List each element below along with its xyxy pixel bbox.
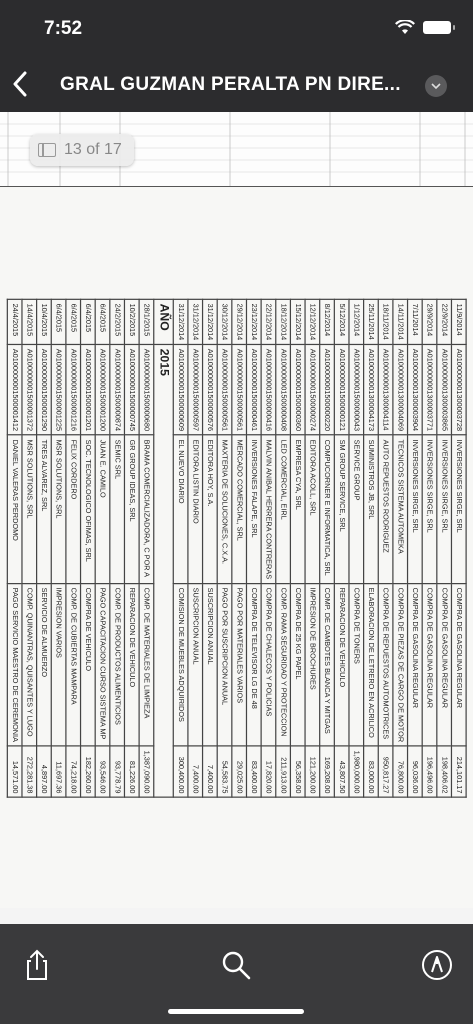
markup-pen-icon	[420, 948, 454, 982]
table-cell: 31/12/2014	[173, 299, 188, 344]
table-cell: 25/11/2014	[364, 299, 379, 344]
table-cell: 29/12/2014	[232, 299, 247, 344]
table-cell: 121,200.00	[305, 746, 320, 797]
table-cell: COMPRA DE GASOLINA REGULAR	[408, 583, 423, 746]
table-row	[139, 299, 154, 797]
table-cell: A0100000001500001412	[7, 344, 22, 435]
year-label: 2015	[154, 344, 174, 797]
battery-icon	[423, 21, 451, 34]
table-row	[51, 299, 66, 797]
table-cell: 10/4/2015	[37, 299, 52, 344]
table-cell: COMPRA DE TELEVISOR LG DE 48	[246, 583, 261, 746]
table-cell: 1,980,000.00	[349, 746, 364, 797]
table-cell: 6/4/2015	[51, 299, 66, 344]
table-row	[364, 299, 379, 797]
thumbnails-icon	[38, 143, 56, 157]
table-row	[334, 299, 349, 797]
table-cell: 43,807.50	[334, 746, 349, 797]
table-cell: 93,546.00	[95, 746, 110, 797]
table-row	[232, 299, 247, 797]
table-cell: SUSCRIPCION ANUAL	[188, 583, 203, 746]
table-cell: TECNICOS SISTEMA AUTOMEKA	[393, 435, 408, 583]
table-cell: A0100000001500001200	[95, 344, 110, 435]
table-cell: 11/9/2014	[451, 299, 466, 344]
table-cell: A0100000001500000408	[276, 344, 291, 435]
table-cell: INVERSIONES FALAPE, SRL	[246, 435, 261, 583]
status-time: 7:52	[44, 18, 83, 39]
table-cell: 28/1/2015	[139, 299, 154, 344]
table-cell: 198,406.02	[437, 746, 452, 797]
table-cell: COMPUCORNER E INFORMATICA, SRL	[320, 435, 335, 583]
table-cell: 7/11/2014	[408, 299, 423, 344]
table-row	[305, 299, 320, 797]
table-row	[349, 299, 364, 797]
title-menu-button[interactable]	[425, 75, 447, 97]
table-cell: REPARACION DE VEHICULO	[334, 583, 349, 746]
table-cell: EMPRESA CYA, SRL	[290, 435, 305, 583]
table-cell: 12/12/2014	[305, 299, 320, 344]
table-row	[320, 299, 335, 797]
table-cell: 15/12/2014	[290, 299, 305, 344]
table-cell: COMISION DE MUEBLES ADQUIRIDOS	[173, 583, 188, 746]
table-cell: COMP. QUINANTRAS, QUISANTES Y LUGO	[22, 583, 37, 746]
page-indicator[interactable]	[30, 134, 134, 166]
table-cell: A0100000001500000043	[349, 344, 364, 435]
table-cell: A0100000001500000745	[124, 344, 139, 435]
table-cell: 17,820.00	[261, 746, 276, 797]
table-row	[451, 299, 466, 797]
table-row	[22, 299, 37, 797]
table-cell: A0100000001300004114	[378, 344, 393, 435]
table-cell: 54,583.75	[217, 746, 232, 797]
table-cell: 1/12/2014	[349, 299, 364, 344]
table-row	[393, 299, 408, 797]
table-cell: PAGO POR MATERIALES VARIOS	[232, 583, 247, 746]
nav-bar	[0, 58, 473, 112]
table-cell: AUTO REPUESTOS RODRIGUEZ	[378, 435, 393, 583]
table-cell: 1,387,090.00	[139, 746, 154, 797]
table-cell: 4,897.00	[37, 746, 52, 797]
markup-button[interactable]	[420, 948, 454, 982]
table-cell: 10/2/2015	[124, 299, 139, 344]
table-cell: A0100000001500000220	[320, 344, 335, 435]
table-cell: 18/11/2014	[378, 299, 393, 344]
table-cell: A0100000001300004173	[364, 344, 379, 435]
table-cell: 29/9/2014	[422, 299, 437, 344]
table-cell: COMPRA DE REPUESTOS AUTOMOTRICES	[378, 583, 393, 746]
bottom-toolbar	[0, 924, 473, 1024]
home-indicator	[168, 1009, 304, 1014]
year-row	[154, 299, 174, 797]
table-cell: MSR SOLUTIONS, SRL	[51, 435, 66, 583]
table-cell: 30/12/2014	[217, 299, 232, 344]
table-cell: SM GROUP SERVICE, SRL	[334, 435, 349, 583]
table-cell: A0100000001500000274	[305, 344, 320, 435]
table-row	[110, 299, 125, 797]
table-cell: COMPRA DE GASOLINA REGULAR	[451, 583, 466, 746]
table-cell: 169,208.00	[320, 746, 335, 797]
table-cell: EDITORA LISTIN DIARIO	[188, 435, 203, 583]
table-cell: A0100000001500001216	[66, 344, 81, 435]
table-cell: COMPRA DE PIEZAS DE CARGO DE MOTOR	[393, 583, 408, 746]
chevron-left-icon	[12, 71, 28, 97]
table-cell: 83,000.00	[364, 746, 379, 797]
table-cell: SUMINISTROS JB, SRL	[364, 435, 379, 583]
table-cell: A0100000001500000561	[217, 344, 232, 435]
table-cell: SOC. TECNOLOGICO OFIMAS, SRL	[81, 435, 96, 583]
table-cell: 29,025.00	[232, 746, 247, 797]
table-row	[203, 299, 218, 797]
table-row	[95, 299, 110, 797]
table-cell: 196,496.00	[422, 746, 437, 797]
pdf-page-next	[0, 908, 473, 924]
table-cell: 5/12/2014	[334, 299, 349, 344]
table-cell: INVERSIONES SIRGE, SRL	[422, 435, 437, 583]
table-cell: DANIEL VALERAS PERDOMO	[7, 435, 22, 583]
table-cell: 7,400.00	[188, 746, 203, 797]
table-cell: COMPRA DE GASOLINA REGULAR	[422, 583, 437, 746]
expense-table	[7, 298, 467, 798]
table-cell: A0100000001500000680	[139, 344, 154, 435]
table-cell: ELABORACION DE LETRERO EN ACRILICO	[364, 583, 379, 746]
table-cell: A0100000001500001201	[81, 344, 96, 435]
table-cell: 23/12/2014	[246, 299, 261, 344]
table-row	[276, 299, 291, 797]
table-cell: 8/12/2014	[320, 299, 335, 344]
table-cell: LED COMERCIAL, EIRL	[276, 435, 291, 583]
table-cell: A0100000001500000609	[173, 344, 188, 435]
table-cell: 214,101.17	[451, 746, 466, 797]
table-cell: FELIX CORDERO	[66, 435, 81, 583]
table-cell: 211,913.00	[276, 746, 291, 797]
table-cell: IMPRESION DE BROCHURES	[305, 583, 320, 746]
table-row	[81, 299, 96, 797]
table-cell: SEMIC SRL	[110, 435, 125, 583]
table-cell: COMP. DE CUBIERTAS MAMPARA	[66, 583, 81, 746]
table-row	[188, 299, 203, 797]
table-cell: 182,260.00	[81, 746, 96, 797]
pdf-page-current	[0, 186, 473, 909]
table-cell: 18/12/2014	[276, 299, 291, 344]
table-cell: 14/11/2014	[393, 299, 408, 344]
table-cell: COMP. DE MATERIALES DE LIMPIEZA	[139, 583, 154, 746]
table-cell: 96,036.00	[408, 746, 423, 797]
chevron-down-icon	[431, 83, 441, 90]
table-cell: 272,281.38	[22, 746, 37, 797]
table-cell: 950,817.27	[378, 746, 393, 797]
table-cell: 93,778.79	[110, 746, 125, 797]
table-cell: EL NUEVO DIARIO	[173, 435, 188, 583]
share-icon	[20, 948, 54, 982]
table-cell: A0100000001500000461	[246, 344, 261, 435]
status-bar	[0, 0, 473, 58]
table-row	[378, 299, 393, 797]
table-cell: INVERSIONES SIRGE, SRL	[437, 435, 452, 583]
table-cell: 83,400.00	[246, 746, 261, 797]
table-cell: 22/9/2014	[437, 299, 452, 344]
table-cell: 56,358.00	[290, 746, 305, 797]
table-cell: TRES ALVAREZ, SRL	[37, 435, 52, 583]
search-button[interactable]	[219, 948, 253, 982]
section-label: AÑO	[154, 299, 174, 344]
table-cell: A0100000001500000416	[261, 344, 276, 435]
table-row	[261, 299, 276, 797]
pdf-page-previous	[0, 112, 473, 186]
table-cell: 14,571.00	[7, 746, 22, 797]
table-cell: EDITORA HOY, S.A.	[203, 435, 218, 583]
table-cell: 6/4/2015	[66, 299, 81, 344]
table-cell: SERVICIO DE ALMUERZO	[37, 583, 52, 746]
table-row	[217, 299, 232, 797]
table-cell: 24/2/2015	[110, 299, 125, 344]
table-cell: 6/4/2015	[81, 299, 96, 344]
table-cell: 74,218.00	[66, 746, 81, 797]
table-cell: PAGO POR SUSCRIPCION ANUAL	[217, 583, 232, 746]
table-cell: 31/12/2014	[188, 299, 203, 344]
table-cell: A0100000001500000576	[203, 344, 218, 435]
table-cell: PAGO CAPACITACION CURSO SISTEMA MP	[95, 583, 110, 746]
table-cell: COMPRA DE CHALECOS Y POLICIAS	[261, 583, 276, 746]
table-cell: BRAMA COMERCIALIZADORA, C POR A	[139, 435, 154, 583]
table-cell: MSR SOLUTIONS, SRL	[22, 435, 37, 583]
table-row	[124, 299, 139, 797]
table-cell: A0100000001500001290	[37, 344, 52, 435]
table-cell: A0100000001300003865	[437, 344, 452, 435]
table-cell: PAGO SERVICIO MAESTRO DE CEREMONIA	[7, 583, 22, 746]
table-row	[37, 299, 52, 797]
table-cell: INVERSIONES SIRGE, SRL	[451, 435, 466, 583]
table-cell: EDITORA ACOLL, SRL	[305, 435, 320, 583]
table-cell: 300,400.00	[173, 746, 188, 797]
table-cell: 7,400.00	[203, 746, 218, 797]
table-cell: COMP. DE CAMBOTES BLANCA Y MITGAS	[320, 583, 335, 746]
back-button[interactable]	[8, 66, 32, 106]
status-icons	[395, 20, 451, 35]
table-cell: GR GROUP IDEAS, SRL	[124, 435, 139, 583]
table-row	[422, 299, 437, 797]
table-cell: 14/4/2015	[22, 299, 37, 344]
table-cell: REPARACION DE VEHICULO	[124, 583, 139, 746]
table-cell: COMP. RAMA SEGURIDAD Y PROTECCION	[276, 583, 291, 746]
table-cell: A0100000001300004069	[393, 344, 408, 435]
table-cell: COMPRA DE GASOLINA REGULAR	[437, 583, 452, 746]
page-indicator-label: 13 of 17	[64, 141, 122, 158]
table-cell: 76,800.00	[393, 746, 408, 797]
pdf-viewer[interactable]	[0, 112, 473, 924]
table-cell: A0100000001500001372	[22, 344, 37, 435]
table-row	[7, 299, 22, 797]
table-row	[290, 299, 305, 797]
table-cell: 31/12/2014	[203, 299, 218, 344]
table-row	[437, 299, 452, 797]
table-cell: SUSCRIPCION ANUAL	[203, 583, 218, 746]
table-cell: A0100000001300003904	[408, 344, 423, 435]
table-cell: A0100000001500000561	[232, 344, 247, 435]
table-cell: A0100000001300003771	[422, 344, 437, 435]
table-cell: 11,697.36	[51, 746, 66, 797]
wifi-icon	[395, 20, 415, 35]
table-cell: 6/4/2015	[95, 299, 110, 344]
document-title: GRAL GUZMAN PERALTA PN DIRE...	[60, 74, 401, 95]
table-cell: 22/12/2014	[261, 299, 276, 344]
table-cell: COMPRA DE 25 KG PAPEL	[290, 583, 305, 746]
table-cell: INVERSIONES SIRGE, SRL	[408, 435, 423, 583]
table-cell: COMPRA DE VEHICULO	[81, 583, 96, 746]
table-cell: A0100000001500001225	[51, 344, 66, 435]
table-cell: IMPRESION VARIOS	[51, 583, 66, 746]
table-cell: SERVICE GROUP	[349, 435, 364, 583]
table-cell: MALVIN ANIBAL HERRERA CONTRERAS	[261, 435, 276, 583]
table-cell: A0100000001300003728	[451, 344, 466, 435]
table-cell: A0100000001500000121	[334, 344, 349, 435]
table-row	[246, 299, 261, 797]
table-row	[66, 299, 81, 797]
table-cell: 81,226.00	[124, 746, 139, 797]
table-cell: A0100000001500000874	[110, 344, 125, 435]
table-cell: COMPRA DE TONERS	[349, 583, 364, 746]
table-cell: A0100000001500000597	[188, 344, 203, 435]
table-row	[408, 299, 423, 797]
table-cell: A0100000001500000360	[290, 344, 305, 435]
search-icon	[219, 948, 253, 982]
table-cell: 24/4/2015	[7, 299, 22, 344]
table-row	[173, 299, 188, 797]
table-cell: MAXTERIA DE SOLUCIONES, C.X.A.	[217, 435, 232, 583]
rotated-table-container	[7, 298, 467, 798]
table-cell: MERCADO COMERCIAL, SRL	[232, 435, 247, 583]
table-cell: COMP. DE PRODUCTOS ALIMENTICIOS	[110, 583, 125, 746]
table-cell: JUAN E. CAMILO	[95, 435, 110, 583]
share-button[interactable]	[20, 948, 54, 982]
